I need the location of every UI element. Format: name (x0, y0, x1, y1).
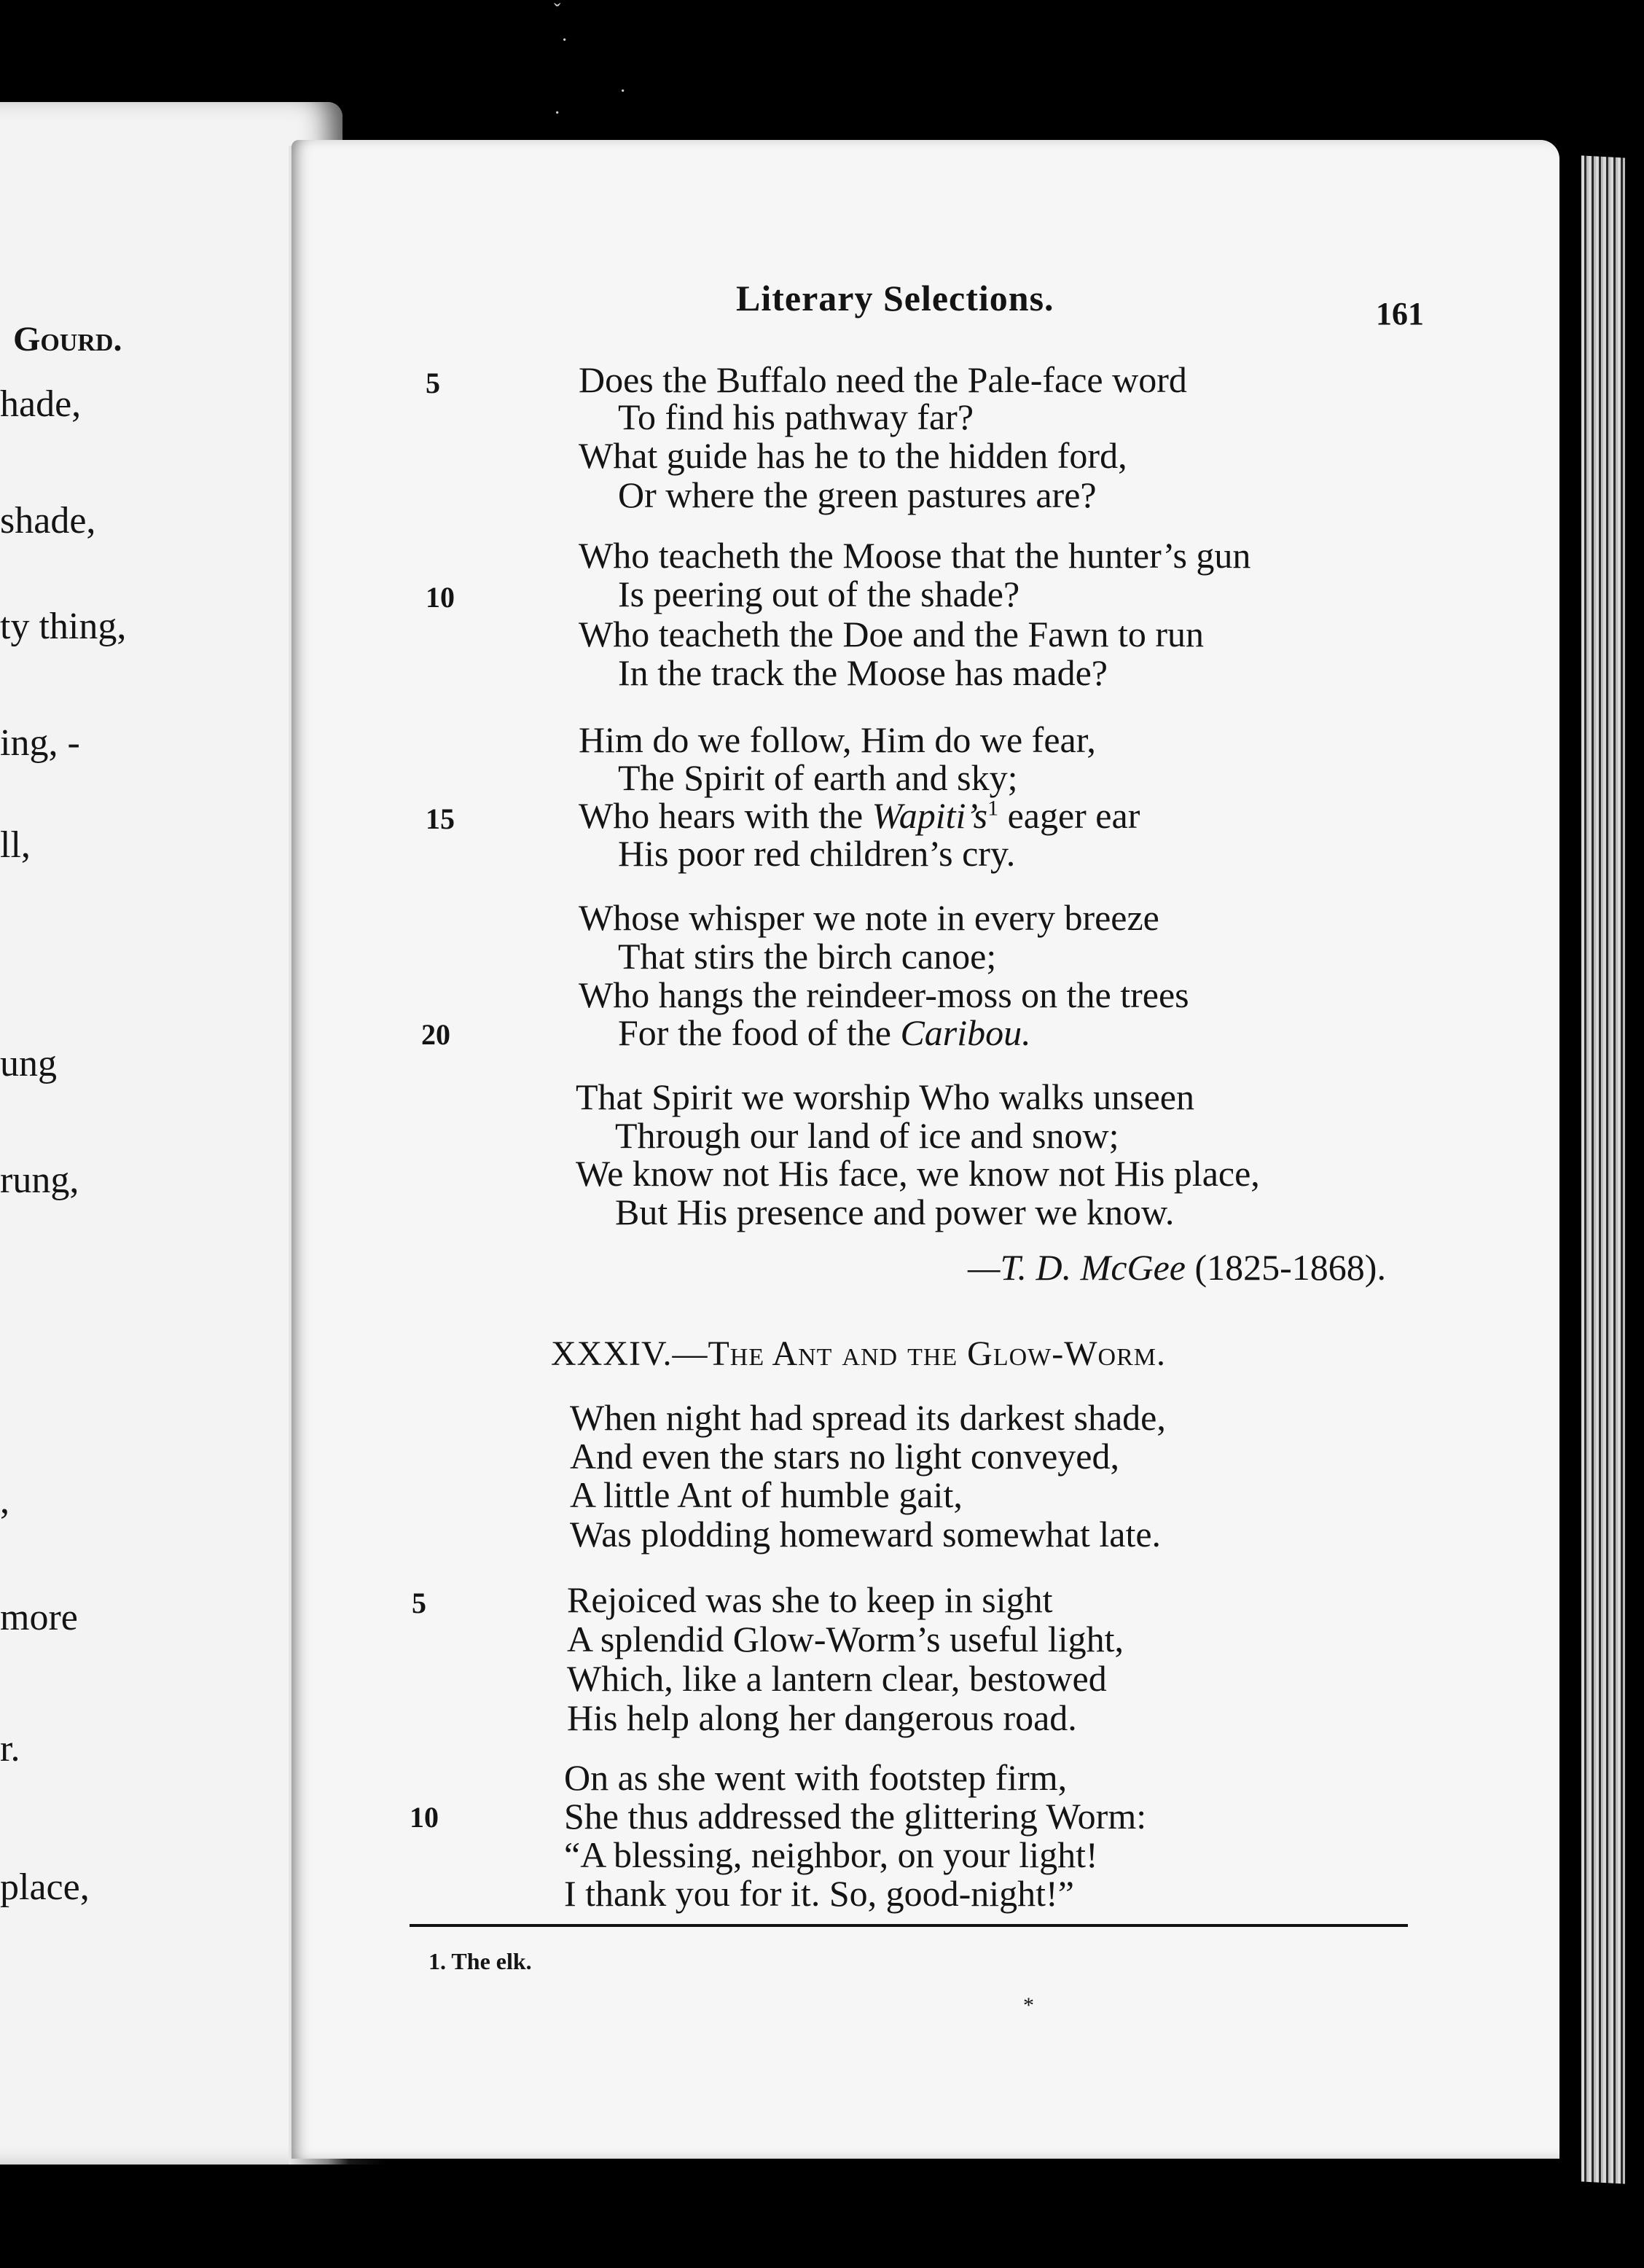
poem-line: And even the stars no light conveyed, (570, 1436, 1119, 1477)
poem-line: The Spirit of earth and sky; (618, 757, 1018, 798)
section-heading: XXXIV.—The Ant and the Glow-Worm. (551, 1334, 1167, 1373)
poem-line: We know not His face, we know not His place, (576, 1153, 1260, 1194)
ornament: * (1023, 1993, 1034, 2017)
poem-line: That stirs the birch canoe; (618, 936, 997, 977)
left-page-fragment: ing, - (0, 722, 80, 764)
line-number: 10 (426, 581, 455, 614)
poem-line: Through our land of ice and snow; (615, 1115, 1119, 1156)
speck: · (561, 29, 568, 52)
line-number: 5 (412, 1587, 426, 1619)
left-page-fragment: ll, (0, 824, 31, 866)
poem-line-italic: Caribou. (900, 1012, 1031, 1053)
poem-line (579, 797, 1140, 834)
poem-line: Who teacheth the Doe and the Fawn to run (579, 614, 1205, 654)
attribution (968, 1246, 1386, 1289)
running-head: Literary Selections. (736, 278, 1054, 318)
poem-line: Who hangs the reindeer-moss on the trees (579, 974, 1189, 1015)
left-page-fragment: shade, (0, 500, 96, 541)
poem-line: But His presence and power we know. (615, 1192, 1175, 1232)
poem-line: To find his pathway far? (618, 396, 974, 437)
poem-line: Is peering out of the shade? (618, 574, 1020, 614)
left-page-fragment: place, (0, 1866, 90, 1908)
poem-line: Rejoiced was she to keep in sight (567, 1579, 1053, 1620)
footnote-marker: 1 (987, 796, 999, 821)
poem-line (618, 1014, 1031, 1051)
poem-line: Who teacheth the Moose that the hunter’s gun (579, 535, 1251, 576)
poem-line-italic: Wapiti’s (872, 795, 988, 836)
poem-line: His help along her dangerous road. (567, 1697, 1077, 1738)
poem-line: His poor red children’s cry. (618, 833, 1016, 874)
poem-line: Whose whisper we note in every breeze (579, 897, 1159, 938)
poem-line: I thank you for it. So, good-night!” (564, 1873, 1074, 1914)
left-page-fragment: Gourd. (13, 320, 122, 359)
speck: · (619, 80, 627, 103)
left-page-fragment: ung (0, 1043, 57, 1084)
poem-line-text: For the food of the (618, 1012, 901, 1053)
attribution-author: —T. D. McGee (968, 1247, 1186, 1288)
poem-line: In the track the Moose has made? (618, 652, 1108, 693)
footnote: 1. The elk. (428, 1948, 532, 1974)
left-page-fragment: hade, (0, 383, 82, 425)
poem-line: That Spirit we worship Who walks unseen (576, 1076, 1194, 1117)
poem-line: Does the Buffalo need the Pale-face word (579, 359, 1187, 400)
poem-line: Was plodding homeward somewhat late. (570, 1514, 1162, 1555)
line-number: 10 (410, 1801, 439, 1834)
poem-line: A splendid Glow-Worm’s useful light, (567, 1619, 1124, 1659)
speck: ˇ (554, 0, 561, 23)
left-page-fragment: rung, (0, 1160, 79, 1201)
left-page-fragment: more (0, 1597, 78, 1638)
line-number: 5 (426, 367, 440, 399)
line-number: 15 (426, 802, 455, 835)
poem-line: A little Ant of humble gait, (570, 1474, 963, 1515)
poem-line: On as she went with footstep firm, (564, 1757, 1068, 1798)
page-number: 161 (1376, 296, 1424, 332)
poem-line: When night had spread its darkest shade, (570, 1397, 1166, 1438)
left-page-fragment: r. (0, 1728, 20, 1770)
poem-line: She thus addressed the glittering Worm: (564, 1796, 1147, 1837)
poem-line-text: eager ear (998, 795, 1140, 836)
poem-line: What guide has he to the hidden ford, (579, 435, 1127, 476)
poem-line-text: Who hears with the (579, 795, 872, 836)
poem-line: Him do we follow, Him do we fear, (579, 719, 1096, 760)
footnote-rule (410, 1924, 1408, 1927)
poem-line: “A blessing, neighbor, on your light! (564, 1834, 1098, 1875)
speck: · (554, 102, 561, 125)
left-page-fragment: , (0, 1480, 9, 1522)
page-edges (1581, 155, 1625, 2183)
attribution-years: (1825-1868). (1194, 1247, 1386, 1288)
left-page-fragment: ty thing, (0, 606, 127, 647)
poem-line: Which, like a lantern clear, bestowed (567, 1658, 1107, 1699)
line-number: 20 (421, 1018, 450, 1051)
poem-line: Or where the green pastures are? (618, 474, 1097, 515)
